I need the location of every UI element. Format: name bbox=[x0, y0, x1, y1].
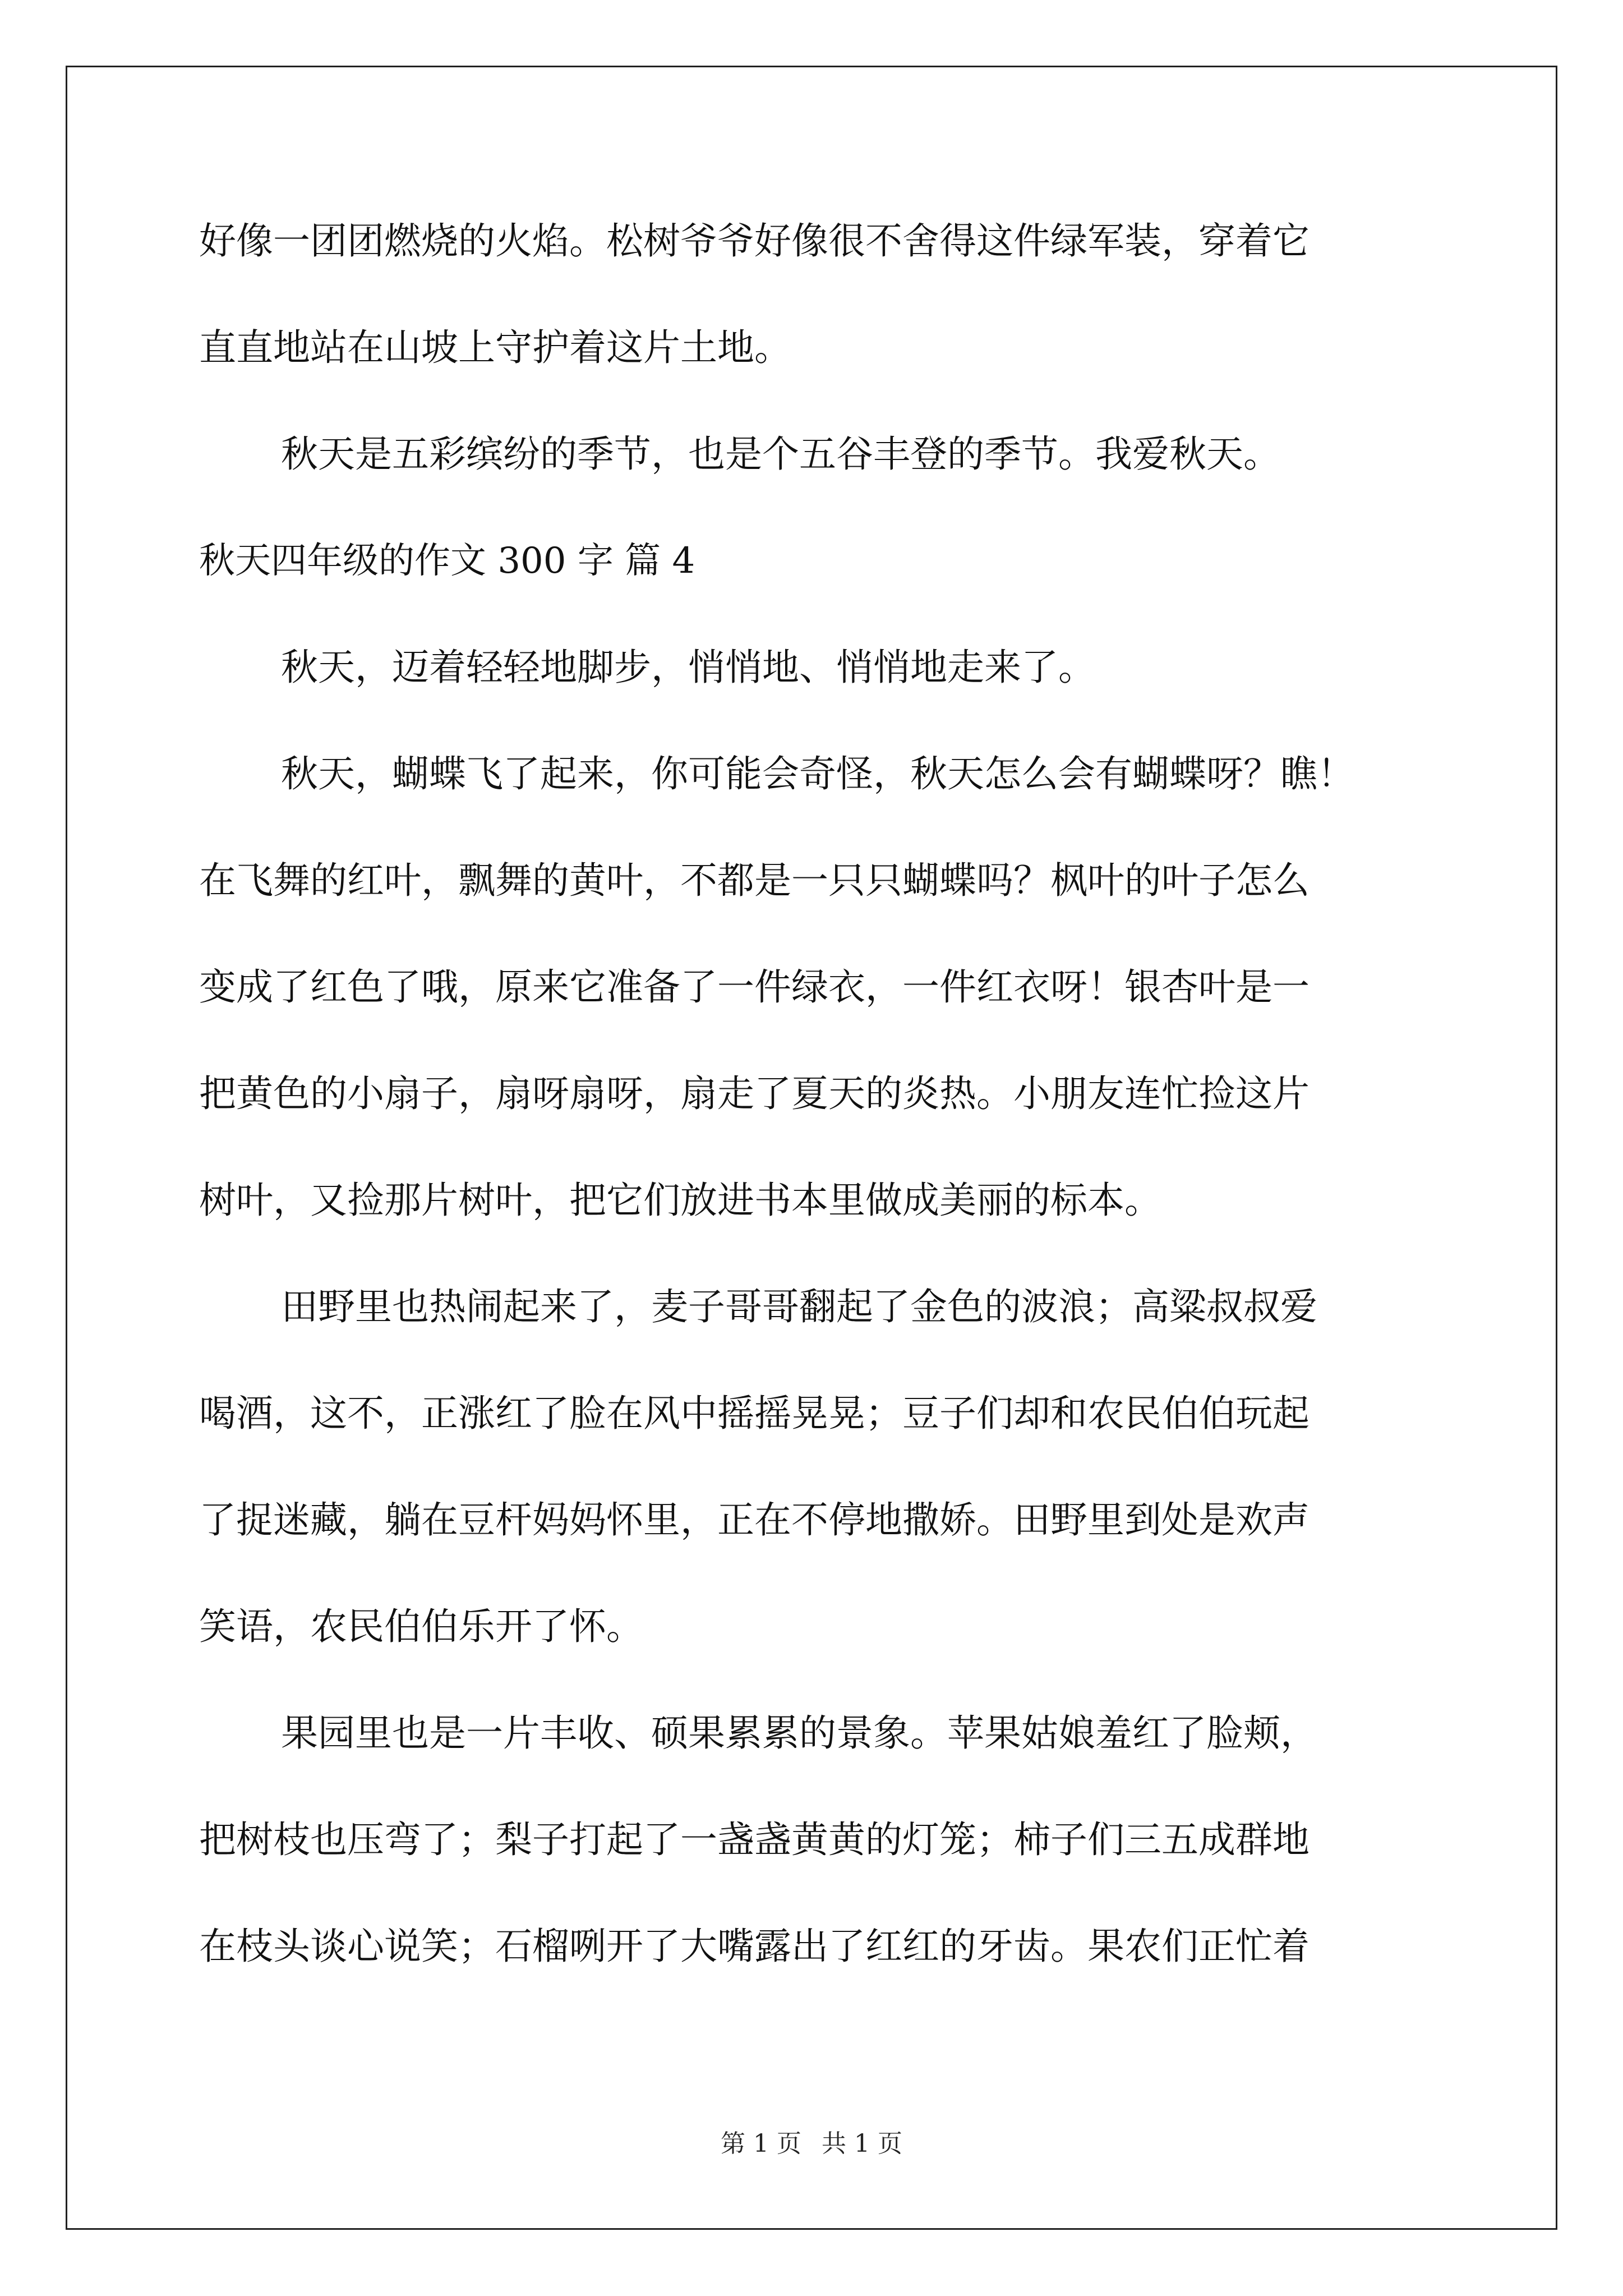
paragraph-line: 树叶，又捡那片树叶，把它们放进书本里做成美丽的标本。 bbox=[199, 1179, 1161, 1222]
section-heading: 秋天四年级的作文 300 字 篇 4 bbox=[199, 540, 695, 582]
page-number-current: 第 1 页 bbox=[721, 2129, 801, 2158]
page-number-total: 共 1 页 bbox=[822, 2129, 902, 2158]
paragraph-line: 好像一团团燃烧的火焰。松树爷爷好像很不舍得这件绿军装，穿着它 bbox=[199, 219, 1310, 263]
paragraph-line: 秋天是五彩缤纷的季节，也是个五谷丰登的季节。我爱秋天。 bbox=[281, 432, 1280, 476]
paragraph-line: 在枝头谈心说笑；石榴咧开了大嘴露出了红红的牙齿。果农们正忙着 bbox=[199, 1925, 1310, 1968]
paragraph-line: 在飞舞的红叶，飘舞的黄叶，不都是一只只蝴蝶吗？枫叶的叶子怎么 bbox=[199, 859, 1310, 902]
page-border bbox=[66, 66, 1557, 2230]
paragraph-line: 把树枝也压弯了；梨子打起了一盏盏黄黄的灯笼；柿子们三五成群地 bbox=[199, 1818, 1310, 1861]
paragraph-line: 果园里也是一片丰收、硕果累累的景象。苹果姑娘羞红了脸颊， bbox=[281, 1711, 1317, 1755]
paragraph-line: 变成了红色了哦，原来它准备了一件绿衣，一件红衣呀！银杏叶是一 bbox=[199, 965, 1310, 1009]
paragraph-line: 秋天，蝴蝶飞了起来，你可能会奇怪，秋天怎么会有蝴蝶呀？瞧！ bbox=[281, 752, 1354, 795]
paragraph-line: 喝酒，这不，正涨红了脸在风中摇摇晃晃；豆子们却和农民伯伯玩起 bbox=[199, 1392, 1310, 1435]
paragraph-line: 直直地站在山坡上守护着这片土地。 bbox=[199, 326, 791, 369]
paragraph-line: 笑语，农民伯伯乐开了怀。 bbox=[199, 1605, 643, 1648]
paragraph-line: 田野里也热闹起来了，麦子哥哥翻起了金色的波浪；高粱叔叔爱 bbox=[281, 1285, 1317, 1328]
page-footer bbox=[0, 2127, 1623, 2161]
paragraph-line: 把黄色的小扇子，扇呀扇呀，扇走了夏天的炎热。小朋友连忙捡这片 bbox=[199, 1072, 1310, 1115]
paragraph-line: 了捉迷藏，躺在豆杆妈妈怀里，正在不停地撒娇。田野里到处是欢声 bbox=[199, 1498, 1310, 1542]
paragraph-line: 秋天，迈着轻轻地脚步，悄悄地、悄悄地走来了。 bbox=[281, 646, 1095, 689]
